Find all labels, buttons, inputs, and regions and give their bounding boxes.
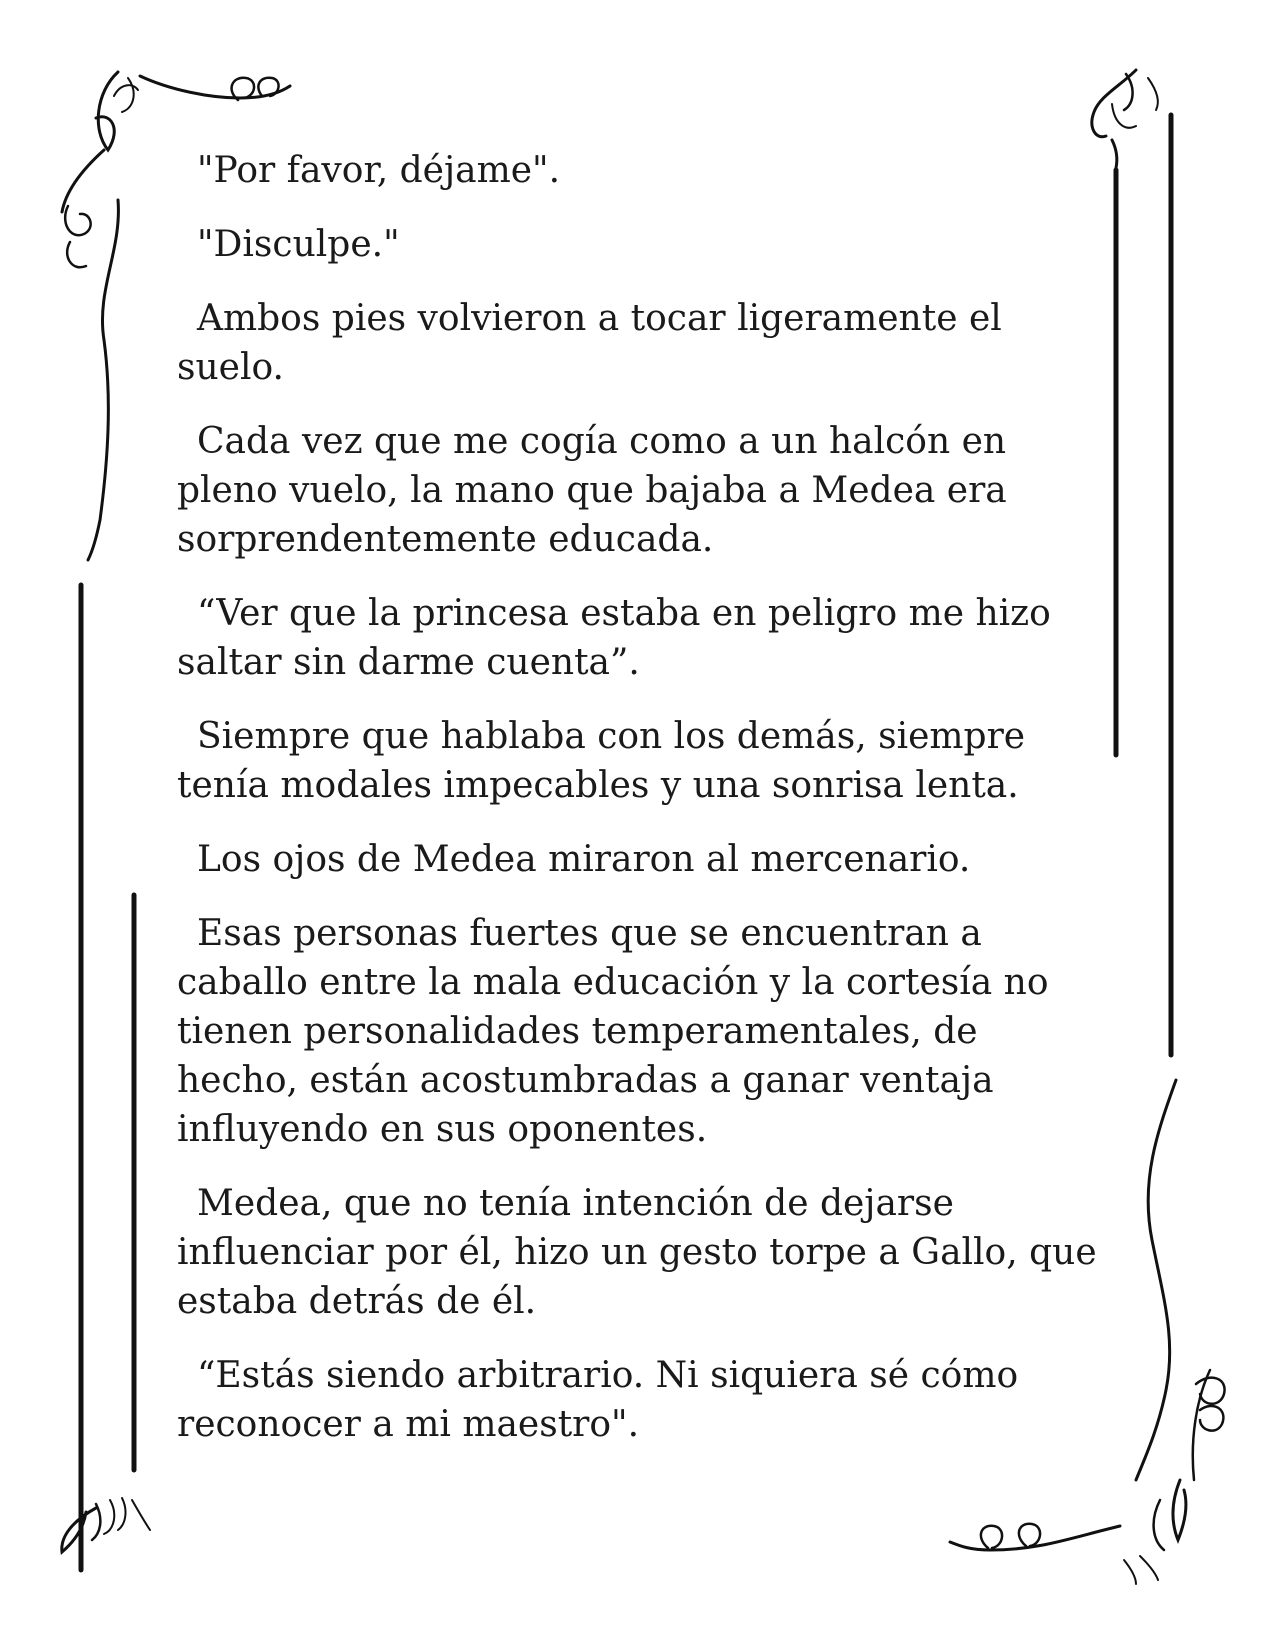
paragraph: "Disculpe." (197, 224, 400, 265)
paragraph: Ambos pies volvieron a tocar ligeramente el suelo. (177, 298, 1002, 388)
paragraph: "Por favor, déjame". (197, 150, 561, 191)
paragraph: Los ojos de Medea miraron al mercenario. (197, 839, 971, 880)
top-right-flourish-icon (1092, 70, 1158, 168)
document-body (177, 146, 1097, 1474)
paragraph: Esas personas fuertes que se encuentran a caballo entre la mala educación y la cortesía no tienen personalidades temperamentales, de hecho, están acostumbradas a ganar ventaja influyendo en sus oponentes. (177, 913, 1049, 1150)
paragraph: Siempre que hablaba con los demás, siempre tenía modales impecables y una sonrisa lenta. (177, 716, 1026, 806)
paragraph: “Ver que la princesa estaba en peligro me hizo saltar sin darme cuenta”. (177, 593, 1051, 683)
bottom-left-flourish-icon (62, 1498, 150, 1552)
paragraph: Cada vez que me cogía como a un halcón en pleno vuelo, la mano que bajaba a Medea era sorprendentemente educada. (177, 421, 1007, 560)
paragraph: Medea, que no tenía intención de dejarse influenciar por él, hizo un gesto torpe a Gallo, que estaba detrás de él. (177, 1183, 1097, 1322)
paragraph: “Estás siendo arbitrario. Ni siquiera sé cómo reconocer a mi maestro". (177, 1355, 1019, 1445)
